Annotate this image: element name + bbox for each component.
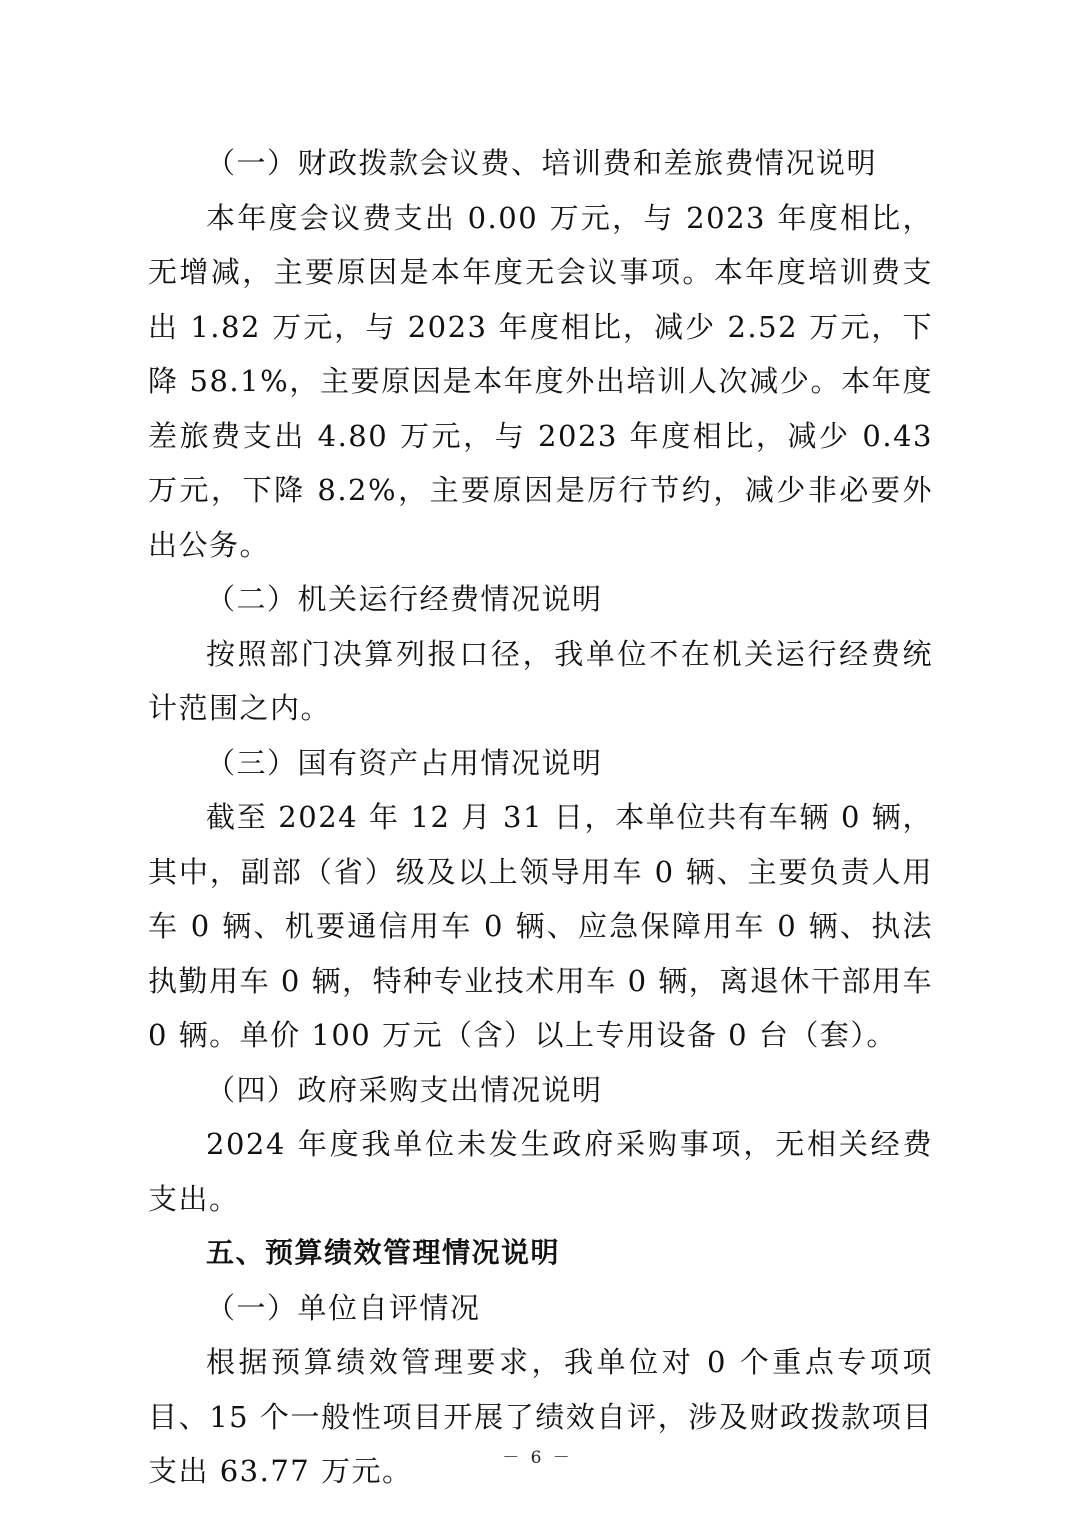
paragraph-state-assets: 截至 2024 年 12 月 31 日，本单位共有车辆 0 辆，其中，副部（省）级及以上领导用车 0 辆、主要负责人用车 0 辆、机要通信用车 0 辆、应急保障用车 0 辆、执法执勤用车 0 辆，特种专业技术用车 0 辆，离退休干部用车 0 辆。单价 100 万元（含）以上专用设备 0 台（套）。 xyxy=(148,800,933,1052)
document-body xyxy=(148,136,933,1499)
paragraph-operating-expenses: 按照部门决算列报口径，我单位不在机关运行经费统计范围之内。 xyxy=(148,636,933,725)
subheading-operating-expenses: （二）机关运行经费情况说明 xyxy=(206,582,603,616)
heading-performance-management: 五、预算绩效管理情况说明 xyxy=(206,1236,561,1269)
subheading-government-procurement: （四）政府采购支出情况说明 xyxy=(206,1072,603,1107)
paragraph-self-evaluation: 根据预算绩效管理要求，我单位对 0 个重点专项项目、15 个一般性项目开展了绩效自评，涉及财政拨款项目支出 63.77 万元。 xyxy=(148,1345,933,1488)
subheading-self-evaluation: （一）单位自评情况 xyxy=(206,1290,481,1325)
page-number: － 6 － xyxy=(502,1448,573,1468)
paragraph-government-procurement: 2024 年度我单位未发生政府采购事项，无相关经费支出。 xyxy=(148,1127,933,1216)
subheading-state-assets: （三）国有资产占用情况说明 xyxy=(206,745,603,780)
subheading-meeting-training-travel: （一）财政拨款会议费、培训费和差旅费情况说明 xyxy=(206,146,878,180)
paragraph-meeting-training-travel: 本年度会议费支出 0.00 万元，与 2023 年度相比，无增减，主要原因是本年度无会议事项。本年度培训费支出 1.82 万元，与 2023 年度相比，减少 2.52 万元，下降 58.1%，主要原因是本年度外出培训人次减少。本年度差旅费支出 4.80 万元，与 2023 年度相比，减少 0.43 万元，下降 8.2%，主要原因是厉行节约，减少非必要外出公务。 xyxy=(148,200,933,562)
